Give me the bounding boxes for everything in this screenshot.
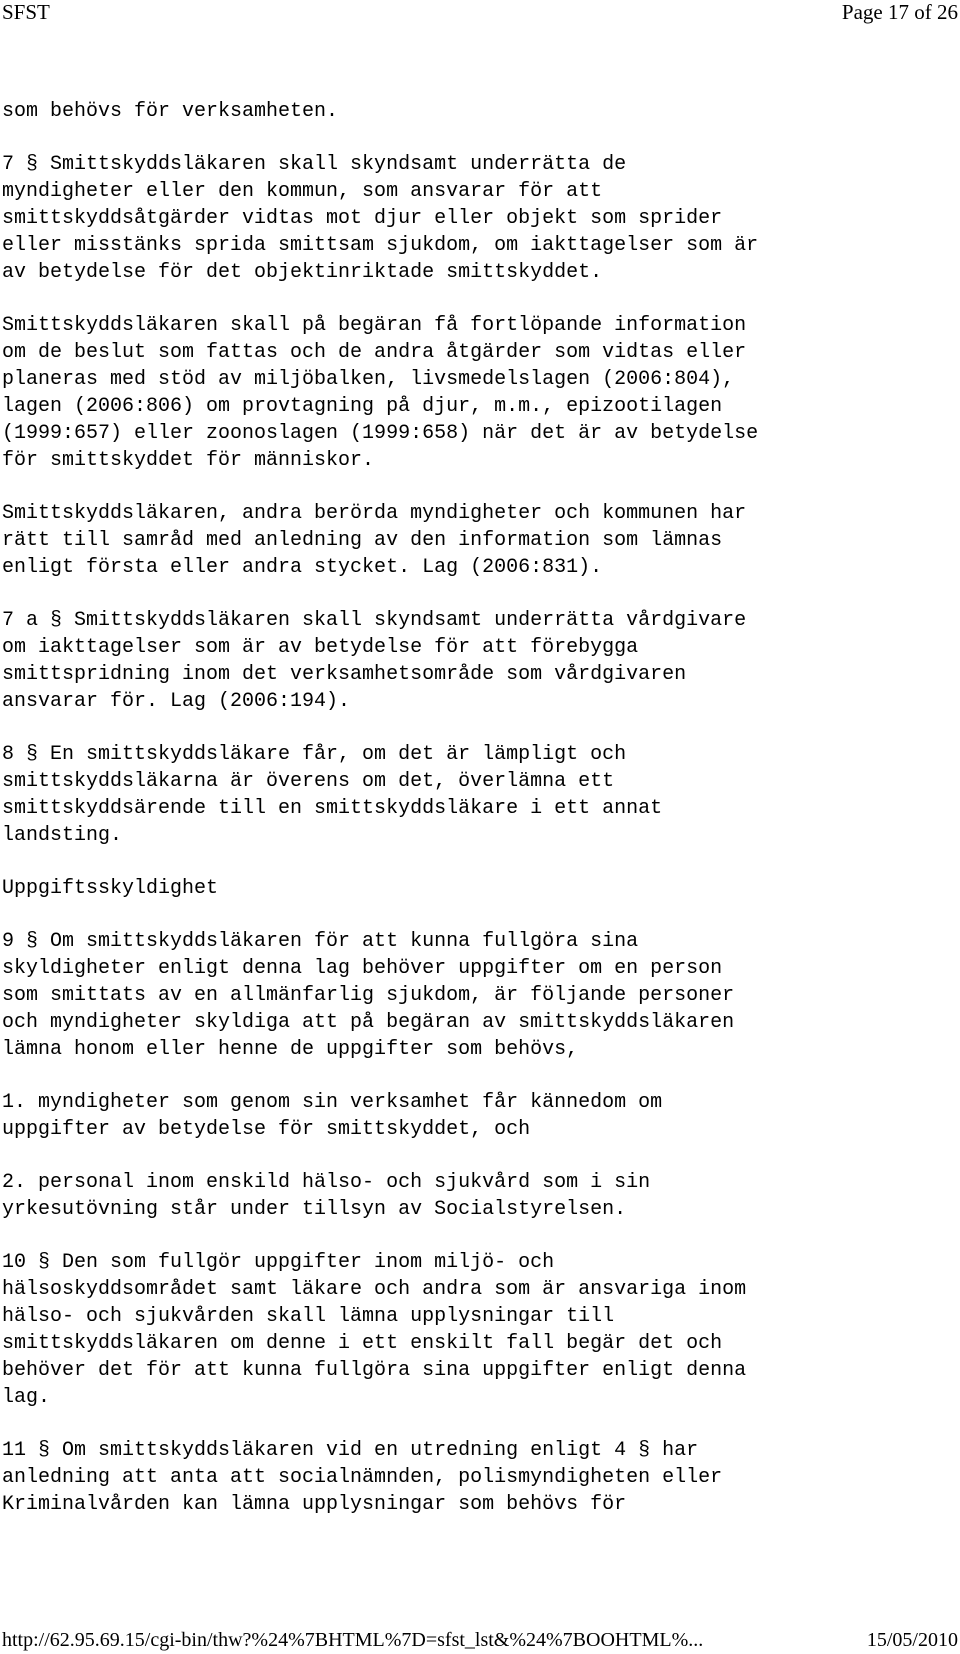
page-number: Page 17 of 26: [841, 0, 958, 24]
section-11: 11 § Om smittskyddsläkaren vid en utredning enligt 4 § har anledning att anta att socialnämnden, polismyndigheten eller Kriminalvården kan lämna upplysningar som behövs för: [2, 1439, 723, 1516]
section-9: 9 § Om smittskyddsläkaren för att kunna fullgöra sina skyldigheter enligt denna lag behöver uppgifter om en person som smittats av en allmänfarlig sjukdom, är följande personer och myndigheter skyldiga att på begäran av smittskyddsläkaren lämna honom eller henne de uppgifter som behövs,: [2, 930, 735, 1061]
section-8: 8 § En smittskyddsläkare får, om det är lämpligt och smittskyddsläkarna är överens om det, överlämna ett smittskyddsärende till en smittskyddsläkare i ett annat landsting.: [2, 743, 663, 847]
document-body: [2, 98, 952, 1544]
section-7a: 7 a § Smittskyddsläkaren skall skyndsamt underrätta vårdgivare om iakttagelser som är av betydelse för att förebygga smittspridning inom det verksamhetsområde som vårdgivaren ansvarar för. Lag (2006:194).: [2, 609, 747, 713]
footer-date: 15/05/2010: [866, 1629, 958, 1651]
section-7-paragraph-2: Smittskyddsläkaren skall på begäran få fortlöpande information om de beslut som fattas och de andra åtgärder som vidtas eller planeras med stöd av miljöbalken, livsmedelslagen (2006:804), lagen (2006:806) om provtagning på djur, m.m., epizootilagen (1999:657) eller zoonoslagen (1999:658) när det är av betydelse för smittskyddet för människor.: [2, 314, 759, 472]
section-9-item-1: 1. myndigheter som genom sin verksamhet får kännedom om uppgifter av betydelse för smittskyddet, och: [2, 1091, 663, 1141]
document-title: SFST: [2, 0, 50, 24]
footer-url: http://62.95.69.15/cgi-bin/thw?%24%7BHTML%7D=sfst_lst&%24%7BOOHTML%...: [2, 1629, 704, 1651]
section-7: 7 § Smittskyddsläkaren skall skyndsamt underrätta de myndigheter eller den kommun, som ansvarar för att smittskyddsåtgärder vidtas mot djur eller objekt som sprider eller misstänks sprida smittsam sjukdom, om iakttagelser som är av betydelse för det objektinriktade smittskyddet.: [2, 153, 759, 284]
section-10: 10 § Den som fullgör uppgifter inom miljö- och hälsoskyddsområdet samt läkare och andra som är ansvariga inom hälso- och sjukvården skall lämna upplysningar till smittskyddsläkaren om denne i ett enskilt fall begär det och behöver det för att kunna fullgöra sina uppgifter enligt denna lag.: [2, 1251, 747, 1409]
heading-uppgiftsskyldighet: Uppgiftsskyldighet: [2, 877, 219, 900]
page-header: [0, 0, 960, 30]
page-footer: [0, 1628, 960, 1654]
section-7-paragraph-3: Smittskyddsläkaren, andra berörda myndigheter och kommunen har rätt till samråd med anledning av den information som lämnas enligt första eller andra stycket. Lag (2006:831).: [2, 502, 747, 579]
section-9-item-2: 2. personal inom enskild hälso- och sjukvård som i sin yrkesutövning står under tillsyn av Socialstyrelsen.: [2, 1171, 651, 1221]
paragraph-continuation: som behövs för verksamheten.: [2, 100, 339, 123]
